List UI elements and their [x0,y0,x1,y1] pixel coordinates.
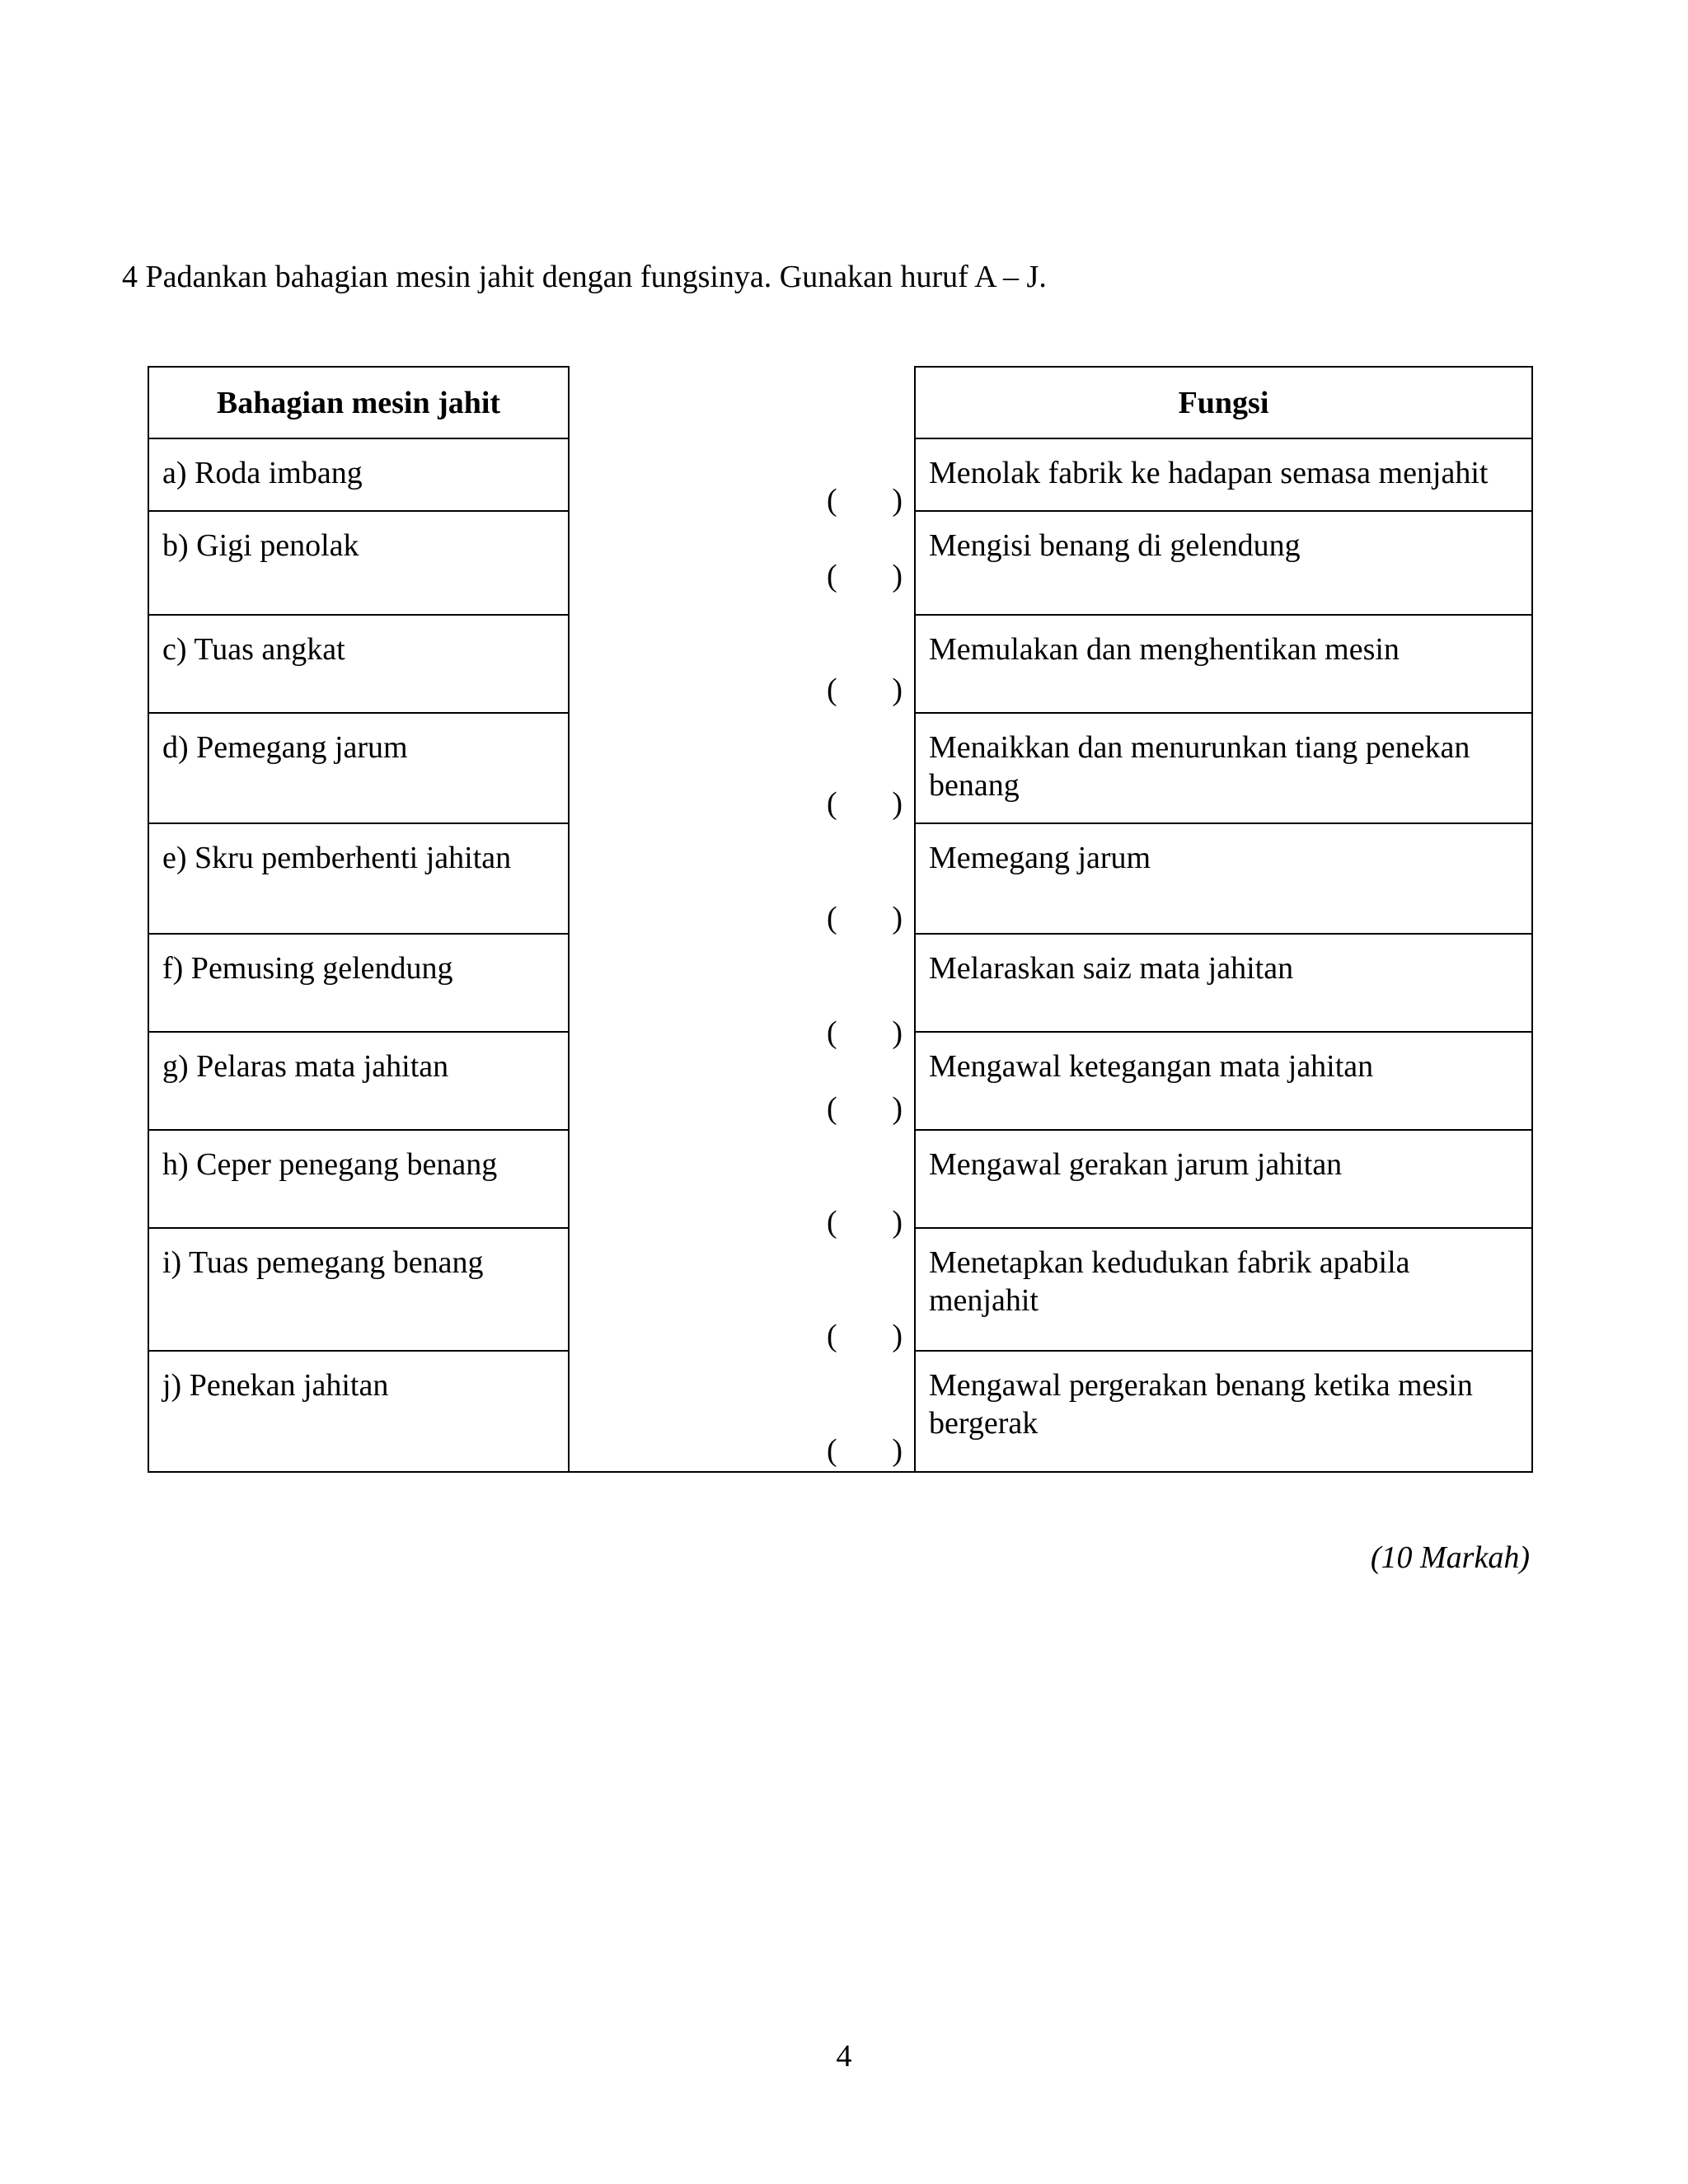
bracket-close: ) [892,673,903,707]
bracket-open: ( [827,1433,837,1468]
part-item-d: d) Pemegang jarum [149,712,568,823]
bracket-open: ( [827,1091,837,1126]
bracket-open: ( [827,673,837,707]
bracket-open: ( [827,483,837,518]
answer-bracket-5[interactable] [827,899,903,937]
function-item-3: Memulakan dan menghentikan mesin [916,614,1531,713]
answer-bracket-9[interactable] [827,1317,903,1355]
function-item-2: Mengisi benang di gelendung [916,510,1531,615]
total-marks: (10 Markah) [1370,1540,1530,1575]
part-item-g: g) Pelaras mata jahitan [149,1031,568,1130]
answer-bracket-1[interactable] [827,481,903,519]
function-item-7: Mengawal ketegangan mata jahitan [916,1031,1531,1130]
bracket-open: ( [827,1015,837,1050]
parts-table [148,366,570,1473]
bracket-close: ) [892,1319,903,1353]
bracket-open: ( [827,901,837,935]
bracket-close: ) [892,1205,903,1240]
part-item-h: h) Ceper penegang benang [149,1129,568,1228]
function-item-6: Melaraskan saiz mata jahitan [916,933,1531,1032]
bracket-open: ( [827,786,837,821]
part-item-j: j) Penekan jahitan [149,1350,568,1473]
answer-bracket-10[interactable] [827,1432,903,1469]
answer-bracket-2[interactable] [827,557,903,595]
answer-bracket-8[interactable] [827,1203,903,1241]
functions-header: Fungsi [916,366,1531,438]
part-item-b: b) Gigi penolak [149,510,568,615]
bracket-close: ) [892,786,903,821]
function-item-8: Mengawal gerakan jarum jahitan [916,1129,1531,1228]
function-item-5: Memegang jarum [916,823,1531,934]
bracket-open: ( [827,1205,837,1240]
bracket-close: ) [892,483,903,518]
parts-header: Bahagian mesin jahit [149,366,568,438]
function-item-9: Menetapkan kedudukan fabrik apabila menjahit [916,1227,1531,1351]
function-item-4: Menaikkan dan menurunkan tiang penekan benang [916,712,1531,823]
part-item-i: i) Tuas pemegang benang [149,1227,568,1351]
bracket-close: ) [892,1091,903,1126]
bracket-close: ) [892,1015,903,1050]
bracket-close: ) [892,1433,903,1468]
part-item-c: c) Tuas angkat [149,614,568,713]
bracket-open: ( [827,559,837,593]
bracket-open: ( [827,1319,837,1353]
part-item-a: a) Roda imbang [149,438,568,511]
answer-bracket-4[interactable] [827,785,903,823]
answer-bracket-6[interactable] [827,1014,903,1052]
page-number: 4 [836,2039,852,2074]
bracket-close: ) [892,901,903,935]
function-item-10: Mengawal pergerakan benang ketika mesin bergerak [916,1350,1531,1473]
answer-bracket-3[interactable] [827,671,903,709]
answer-bracket-7[interactable] [827,1090,903,1127]
function-item-1: Menolak fabrik ke hadapan semasa menjahit [916,438,1531,511]
functions-table [914,366,1533,1473]
part-item-e: e) Skru pemberhenti jahitan [149,823,568,934]
question-text: 4 Padankan bahagian mesin jahit dengan fungsinya. Gunakan huruf A – J. [122,260,1047,294]
part-item-f: f) Pemusing gelendung [149,933,568,1032]
bracket-close: ) [892,559,903,593]
